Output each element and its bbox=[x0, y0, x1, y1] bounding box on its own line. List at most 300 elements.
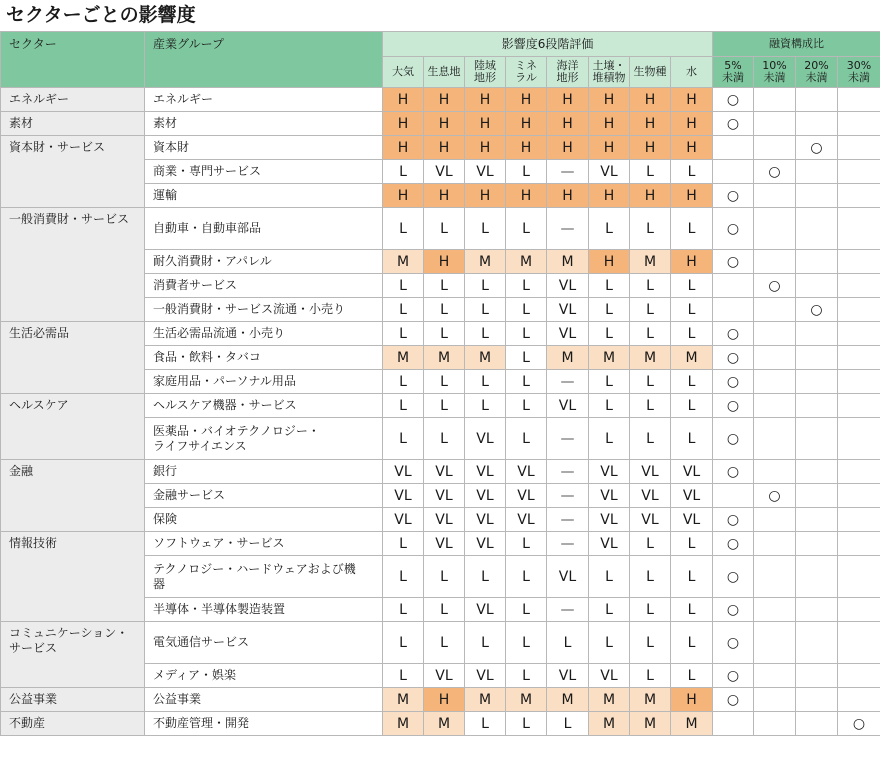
rating-cell: M bbox=[424, 346, 465, 370]
ratio-cell bbox=[838, 184, 880, 208]
ratio-cell bbox=[838, 688, 880, 712]
ratio-cell bbox=[838, 274, 880, 298]
rating-cell: H bbox=[424, 688, 465, 712]
ratio-cell bbox=[796, 484, 838, 508]
rating-cell: L bbox=[424, 556, 465, 598]
rating-cell: M bbox=[383, 346, 424, 370]
rating-cell: M bbox=[383, 712, 424, 736]
rating-cell: VL bbox=[630, 460, 671, 484]
rating-cell: H bbox=[547, 184, 589, 208]
industry-cell: 保険 bbox=[145, 508, 383, 532]
industry-cell: 半導体・半導体製造装置 bbox=[145, 598, 383, 622]
rating-cell: L bbox=[424, 298, 465, 322]
rating-cell: L bbox=[671, 598, 713, 622]
header-ratio-0: 5% 未満 bbox=[713, 57, 754, 88]
ratio-cell bbox=[838, 664, 880, 688]
rating-cell: VL bbox=[589, 160, 630, 184]
rating-cell: L bbox=[383, 598, 424, 622]
ratio-cell: ○ bbox=[713, 184, 754, 208]
rating-cell: H bbox=[630, 88, 671, 112]
rating-cell: M bbox=[506, 250, 547, 274]
rating-cell: M bbox=[671, 346, 713, 370]
rating-cell: H bbox=[630, 136, 671, 160]
ratio-cell bbox=[796, 508, 838, 532]
ratio-cell bbox=[754, 508, 796, 532]
rating-cell: H bbox=[506, 88, 547, 112]
sector-cell: 不動産 bbox=[1, 712, 145, 736]
industry-cell: 商業・専門サービス bbox=[145, 160, 383, 184]
ratio-cell bbox=[754, 112, 796, 136]
rating-cell: VL bbox=[589, 508, 630, 532]
rating-cell: VL bbox=[424, 664, 465, 688]
rating-cell: VL bbox=[424, 484, 465, 508]
ratio-cell: ○ bbox=[713, 598, 754, 622]
ratio-cell bbox=[754, 88, 796, 112]
table-row bbox=[1, 112, 880, 136]
ratio-cell bbox=[754, 136, 796, 160]
ratio-cell: ○ bbox=[754, 274, 796, 298]
rating-cell: H bbox=[383, 184, 424, 208]
rating-cell: L bbox=[630, 598, 671, 622]
ratio-cell: ○ bbox=[713, 508, 754, 532]
rating-cell: VL bbox=[547, 664, 589, 688]
industry-cell: 公益事業 bbox=[145, 688, 383, 712]
rating-cell: VL bbox=[424, 460, 465, 484]
rating-cell: L bbox=[630, 532, 671, 556]
ratio-cell bbox=[838, 136, 880, 160]
rating-cell: H bbox=[383, 112, 424, 136]
industry-cell: 耐久消費財・アパレル bbox=[145, 250, 383, 274]
rating-cell: L bbox=[424, 370, 465, 394]
table-row bbox=[1, 136, 880, 160]
header-industry: 産業グループ bbox=[145, 32, 383, 88]
ratio-cell bbox=[754, 532, 796, 556]
rating-cell: L bbox=[506, 712, 547, 736]
rating-cell: L bbox=[383, 274, 424, 298]
ratio-cell: ○ bbox=[713, 112, 754, 136]
header-impact-4: 海洋 地形 bbox=[547, 57, 589, 88]
industry-cell: 資本財 bbox=[145, 136, 383, 160]
rating-cell: H bbox=[424, 184, 465, 208]
rating-cell: VL bbox=[671, 460, 713, 484]
rating-cell: H bbox=[383, 88, 424, 112]
rating-cell: L bbox=[506, 370, 547, 394]
industry-cell: 医薬品・バイオテクノロジー・ ライフサイエンス bbox=[145, 418, 383, 460]
ratio-cell bbox=[754, 394, 796, 418]
ratio-cell bbox=[796, 622, 838, 664]
industry-cell: テクノロジー・ハードウェアおよび機 器 bbox=[145, 556, 383, 598]
rating-cell: H bbox=[506, 112, 547, 136]
ratio-cell bbox=[754, 250, 796, 274]
rating-cell: VL bbox=[547, 274, 589, 298]
industry-cell: 食品・飲料・タバコ bbox=[145, 346, 383, 370]
rating-cell: VL bbox=[547, 298, 589, 322]
rating-cell: VL bbox=[671, 508, 713, 532]
table-row bbox=[1, 460, 880, 484]
rating-cell: L bbox=[465, 274, 506, 298]
rating-cell: VL bbox=[547, 394, 589, 418]
rating-cell: L bbox=[589, 208, 630, 250]
ratio-cell bbox=[838, 622, 880, 664]
header-impact-7: 水 bbox=[671, 57, 713, 88]
ratio-cell: ○ bbox=[713, 622, 754, 664]
rating-cell: L bbox=[506, 160, 547, 184]
rating-cell: H bbox=[424, 136, 465, 160]
rating-cell: H bbox=[671, 250, 713, 274]
rating-cell: L bbox=[589, 274, 630, 298]
rating-cell: VL bbox=[589, 532, 630, 556]
rating-cell: M bbox=[547, 688, 589, 712]
sector-cell: 資本財・サービス bbox=[1, 136, 145, 208]
rating-cell: — bbox=[547, 508, 589, 532]
sector-cell: 素材 bbox=[1, 112, 145, 136]
ratio-cell bbox=[754, 346, 796, 370]
ratio-cell bbox=[796, 532, 838, 556]
rating-cell: L bbox=[465, 394, 506, 418]
rating-cell: L bbox=[630, 208, 671, 250]
rating-cell: L bbox=[547, 712, 589, 736]
rating-cell: VL bbox=[383, 508, 424, 532]
sector-cell: エネルギー bbox=[1, 88, 145, 112]
ratio-cell bbox=[796, 208, 838, 250]
ratio-cell bbox=[796, 322, 838, 346]
rating-cell: L bbox=[506, 322, 547, 346]
ratio-cell: ○ bbox=[713, 250, 754, 274]
ratio-cell bbox=[754, 184, 796, 208]
rating-cell: L bbox=[424, 274, 465, 298]
ratio-cell bbox=[713, 274, 754, 298]
rating-cell: L bbox=[383, 394, 424, 418]
rating-cell: L bbox=[424, 622, 465, 664]
rating-cell: H bbox=[671, 112, 713, 136]
rating-cell: L bbox=[630, 622, 671, 664]
ratio-cell: ○ bbox=[754, 484, 796, 508]
ratio-cell bbox=[838, 88, 880, 112]
ratio-cell bbox=[796, 664, 838, 688]
industry-cell: 電気通信サービス bbox=[145, 622, 383, 664]
rating-cell: H bbox=[465, 88, 506, 112]
rating-cell: L bbox=[671, 160, 713, 184]
rating-cell: L bbox=[506, 394, 547, 418]
ratio-cell bbox=[796, 112, 838, 136]
rating-cell: VL bbox=[465, 460, 506, 484]
ratio-cell bbox=[754, 598, 796, 622]
rating-cell: L bbox=[506, 346, 547, 370]
rating-cell: L bbox=[506, 664, 547, 688]
rating-cell: L bbox=[630, 418, 671, 460]
rating-cell: L bbox=[465, 208, 506, 250]
rating-cell: H bbox=[630, 112, 671, 136]
rating-cell: L bbox=[465, 556, 506, 598]
industry-cell: 消費者サービス bbox=[145, 274, 383, 298]
rating-cell: VL bbox=[424, 508, 465, 532]
industry-cell: 家庭用品・パーソナル用品 bbox=[145, 370, 383, 394]
rating-cell: M bbox=[630, 250, 671, 274]
rating-cell: H bbox=[671, 184, 713, 208]
rating-cell: M bbox=[630, 712, 671, 736]
ratio-cell bbox=[754, 688, 796, 712]
rating-cell: M bbox=[465, 250, 506, 274]
rating-cell: H bbox=[671, 136, 713, 160]
ratio-cell bbox=[796, 370, 838, 394]
table-row bbox=[1, 394, 880, 418]
rating-cell: VL bbox=[671, 484, 713, 508]
rating-cell: L bbox=[383, 418, 424, 460]
header-row-top bbox=[1, 32, 880, 57]
ratio-cell bbox=[796, 460, 838, 484]
rating-cell: H bbox=[547, 88, 589, 112]
rating-cell: L bbox=[383, 556, 424, 598]
rating-cell: H bbox=[589, 112, 630, 136]
ratio-cell bbox=[838, 322, 880, 346]
rating-cell: — bbox=[547, 484, 589, 508]
ratio-cell: ○ bbox=[713, 532, 754, 556]
ratio-cell bbox=[713, 712, 754, 736]
ratio-cell bbox=[754, 622, 796, 664]
rating-cell: L bbox=[465, 370, 506, 394]
ratio-cell bbox=[754, 370, 796, 394]
ratio-cell bbox=[796, 712, 838, 736]
rating-cell: L bbox=[630, 274, 671, 298]
ratio-cell bbox=[838, 508, 880, 532]
industry-cell: 素材 bbox=[145, 112, 383, 136]
ratio-cell bbox=[838, 250, 880, 274]
header-sector: セクター bbox=[1, 32, 145, 88]
rating-cell: L bbox=[506, 532, 547, 556]
rating-cell: H bbox=[671, 88, 713, 112]
table-row bbox=[1, 208, 880, 250]
rating-cell: — bbox=[547, 370, 589, 394]
ratio-cell: ○ bbox=[713, 370, 754, 394]
rating-cell: H bbox=[589, 136, 630, 160]
header-impact-6: 生物種 bbox=[630, 57, 671, 88]
industry-cell: 生活必需品流通・小売り bbox=[145, 322, 383, 346]
rating-cell: VL bbox=[506, 460, 547, 484]
rating-cell: L bbox=[506, 556, 547, 598]
table-row bbox=[1, 532, 880, 556]
ratio-cell bbox=[754, 664, 796, 688]
rating-cell: L bbox=[506, 598, 547, 622]
rating-cell: — bbox=[547, 160, 589, 184]
rating-cell: L bbox=[424, 322, 465, 346]
rating-cell: L bbox=[671, 208, 713, 250]
ratio-cell bbox=[754, 208, 796, 250]
ratio-cell bbox=[754, 418, 796, 460]
rating-cell: — bbox=[547, 532, 589, 556]
rating-cell: VL bbox=[506, 508, 547, 532]
rating-cell: VL bbox=[547, 322, 589, 346]
rating-cell: L bbox=[506, 208, 547, 250]
rating-cell: L bbox=[383, 322, 424, 346]
table-row bbox=[1, 712, 880, 736]
ratio-cell: ○ bbox=[754, 160, 796, 184]
ratio-cell bbox=[838, 346, 880, 370]
rating-cell: M bbox=[465, 346, 506, 370]
rating-cell: L bbox=[424, 394, 465, 418]
rating-cell: M bbox=[589, 688, 630, 712]
rating-cell: L bbox=[630, 298, 671, 322]
rating-cell: M bbox=[547, 250, 589, 274]
rating-cell: VL bbox=[506, 484, 547, 508]
rating-cell: M bbox=[383, 688, 424, 712]
industry-cell: メディア・娯楽 bbox=[145, 664, 383, 688]
rating-cell: VL bbox=[383, 484, 424, 508]
sector-cell: 公益事業 bbox=[1, 688, 145, 712]
rating-cell: L bbox=[671, 532, 713, 556]
ratio-cell: ○ bbox=[713, 346, 754, 370]
rating-cell: VL bbox=[589, 484, 630, 508]
ratio-cell bbox=[838, 532, 880, 556]
ratio-cell bbox=[713, 136, 754, 160]
rating-cell: H bbox=[630, 184, 671, 208]
ratio-cell bbox=[838, 598, 880, 622]
rating-cell: H bbox=[465, 136, 506, 160]
table-row bbox=[1, 688, 880, 712]
rating-cell: VL bbox=[465, 664, 506, 688]
rating-cell: M bbox=[465, 688, 506, 712]
ratio-cell bbox=[713, 484, 754, 508]
header-ratio-1: 10% 未満 bbox=[754, 57, 796, 88]
rating-cell: L bbox=[671, 298, 713, 322]
rating-cell: L bbox=[630, 394, 671, 418]
ratio-cell bbox=[796, 556, 838, 598]
sector-cell: 一般消費財・サービス bbox=[1, 208, 145, 322]
rating-cell: L bbox=[671, 274, 713, 298]
industry-cell: ソフトウェア・サービス bbox=[145, 532, 383, 556]
table-row bbox=[1, 88, 880, 112]
sector-cell: 生活必需品 bbox=[1, 322, 145, 394]
industry-cell: 運輸 bbox=[145, 184, 383, 208]
rating-cell: L bbox=[506, 298, 547, 322]
rating-cell: VL bbox=[589, 460, 630, 484]
ratio-cell bbox=[796, 184, 838, 208]
table-row bbox=[1, 622, 880, 664]
rating-cell: L bbox=[671, 322, 713, 346]
rating-cell: L bbox=[383, 160, 424, 184]
ratio-cell bbox=[838, 484, 880, 508]
sector-cell: ヘルスケア bbox=[1, 394, 145, 460]
rating-cell: L bbox=[383, 298, 424, 322]
rating-cell: L bbox=[671, 370, 713, 394]
rating-cell: — bbox=[547, 598, 589, 622]
rating-cell: H bbox=[589, 88, 630, 112]
rating-cell: VL bbox=[465, 508, 506, 532]
ratio-cell bbox=[796, 418, 838, 460]
rating-cell: L bbox=[589, 370, 630, 394]
ratio-cell: ○ bbox=[713, 664, 754, 688]
rating-cell: VL bbox=[465, 418, 506, 460]
header-ratio-2: 20% 未満 bbox=[796, 57, 838, 88]
header-impact-2: 陸域 地形 bbox=[465, 57, 506, 88]
rating-cell: L bbox=[465, 622, 506, 664]
rating-cell: L bbox=[424, 598, 465, 622]
rating-cell: L bbox=[589, 322, 630, 346]
ratio-cell bbox=[796, 346, 838, 370]
rating-cell: L bbox=[383, 208, 424, 250]
ratio-cell: ○ bbox=[713, 556, 754, 598]
rating-cell: H bbox=[383, 136, 424, 160]
sector-cell: 金融 bbox=[1, 460, 145, 532]
rating-cell: L bbox=[424, 418, 465, 460]
industry-cell: 不動産管理・開発 bbox=[145, 712, 383, 736]
table-row bbox=[1, 322, 880, 346]
rating-cell: L bbox=[589, 418, 630, 460]
ratio-cell bbox=[838, 160, 880, 184]
page-title: セクターごとの影響度 bbox=[6, 4, 196, 26]
ratio-cell bbox=[754, 322, 796, 346]
rating-cell: L bbox=[671, 664, 713, 688]
rating-cell: VL bbox=[465, 160, 506, 184]
ratio-cell bbox=[713, 298, 754, 322]
ratio-cell: ○ bbox=[713, 418, 754, 460]
industry-cell: 金融サービス bbox=[145, 484, 383, 508]
ratio-cell: ○ bbox=[796, 136, 838, 160]
rating-cell: L bbox=[630, 664, 671, 688]
rating-cell: L bbox=[589, 598, 630, 622]
ratio-cell: ○ bbox=[713, 208, 754, 250]
rating-cell: L bbox=[589, 298, 630, 322]
rating-cell: — bbox=[547, 418, 589, 460]
rating-cell: M bbox=[671, 712, 713, 736]
rating-cell: L bbox=[671, 418, 713, 460]
rating-cell: L bbox=[671, 394, 713, 418]
ratio-cell bbox=[838, 394, 880, 418]
rating-cell: H bbox=[547, 112, 589, 136]
rating-cell: M bbox=[383, 250, 424, 274]
ratio-cell: ○ bbox=[838, 712, 880, 736]
ratio-cell bbox=[754, 712, 796, 736]
industry-cell: 自動車・自動車部品 bbox=[145, 208, 383, 250]
header-finance-group: 融資構成比 bbox=[713, 32, 880, 57]
rating-cell: M bbox=[589, 712, 630, 736]
rating-cell: L bbox=[383, 532, 424, 556]
ratio-cell bbox=[796, 598, 838, 622]
ratio-cell: ○ bbox=[713, 88, 754, 112]
ratio-cell bbox=[838, 418, 880, 460]
ratio-cell bbox=[838, 460, 880, 484]
rating-cell: L bbox=[671, 622, 713, 664]
rating-cell: H bbox=[424, 250, 465, 274]
rating-cell: M bbox=[630, 688, 671, 712]
rating-cell: L bbox=[630, 160, 671, 184]
rating-cell: L bbox=[589, 556, 630, 598]
ratio-cell bbox=[754, 556, 796, 598]
header-impact-1: 生息地 bbox=[424, 57, 465, 88]
header-ratio-3: 30% 未満 bbox=[838, 57, 880, 88]
ratio-cell bbox=[838, 370, 880, 394]
header-impact-group: 影響度6段階評価 bbox=[383, 32, 713, 57]
ratio-cell bbox=[838, 208, 880, 250]
sector-impact-table bbox=[0, 31, 880, 736]
rating-cell: L bbox=[630, 322, 671, 346]
rating-cell: L bbox=[506, 622, 547, 664]
ratio-cell bbox=[838, 556, 880, 598]
ratio-cell bbox=[838, 112, 880, 136]
ratio-cell bbox=[796, 688, 838, 712]
industry-cell: ヘルスケア機器・サービス bbox=[145, 394, 383, 418]
rating-cell: H bbox=[424, 88, 465, 112]
rating-cell: VL bbox=[547, 556, 589, 598]
rating-cell: L bbox=[547, 622, 589, 664]
ratio-cell: ○ bbox=[713, 460, 754, 484]
rating-cell: H bbox=[506, 184, 547, 208]
ratio-cell bbox=[796, 160, 838, 184]
rating-cell: VL bbox=[465, 598, 506, 622]
rating-cell: M bbox=[589, 346, 630, 370]
rating-cell: — bbox=[547, 460, 589, 484]
ratio-cell bbox=[713, 160, 754, 184]
rating-cell: H bbox=[424, 112, 465, 136]
